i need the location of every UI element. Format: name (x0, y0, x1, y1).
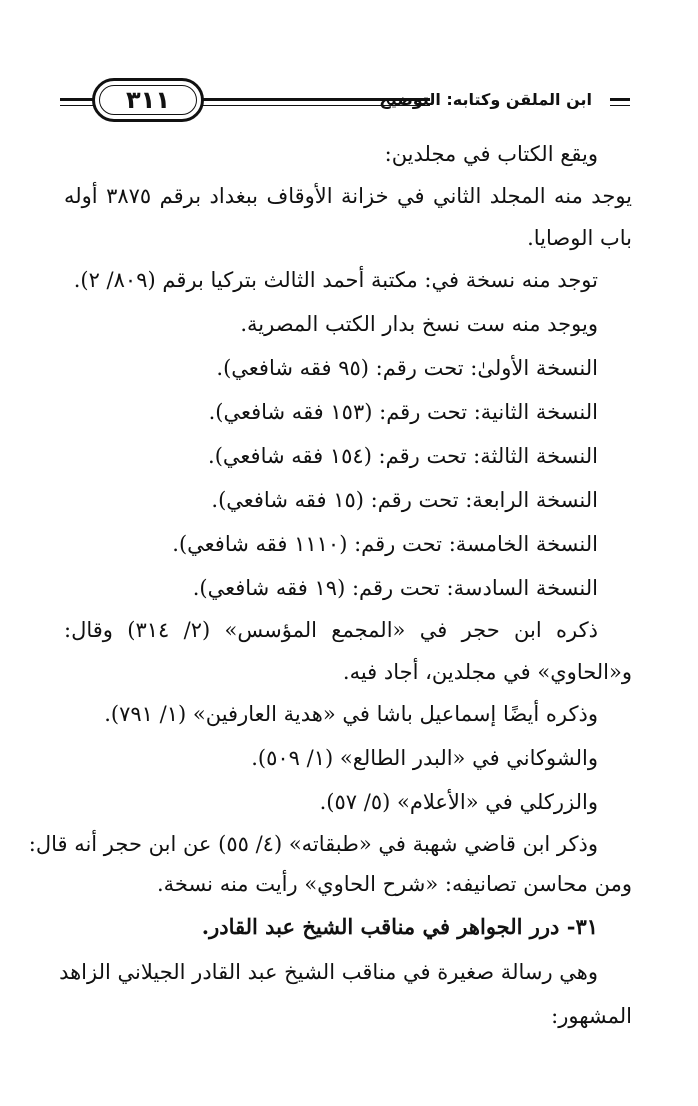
text-line: و«الحاوي» في مجلدين، أجاد فيه. (342, 660, 632, 684)
page-header (60, 78, 630, 124)
text-line: يوجد منه المجلد الثاني في خزانة الأوقاف ببغداد برقم ٣٨٧٥ أوله (64, 184, 633, 208)
running-title: ابن الملقن وكتابه: التوضيح (379, 90, 592, 109)
text-line: ذكره ابن حجر في «المجمع المؤسس» (٢/ ٣١٤) وقال: (64, 618, 598, 642)
text-line: وهي رسالة صغيرة في مناقب الشيخ عبد القادر الجيلاني الزاهد (59, 960, 598, 984)
text-line: وذكره أيضًا إسماعيل باشا في «هدية العارفين» (١/ ٧٩١). (104, 702, 598, 726)
text-line: ويوجد منه ست نسخ بدار الكتب المصرية. (240, 312, 598, 336)
text-line: النسخة الأولىٰ: تحت رقم: (٩٥ فقه شافعي). (216, 356, 598, 380)
text-line: النسخة الثالثة: تحت رقم: (١٥٤ فقه شافعي). (208, 444, 598, 468)
header-rule-left (60, 98, 96, 101)
text-line: توجد منه نسخة في: مكتبة أحمد الثالث بتركيا برقم (٨٠٩/ ٢). (73, 268, 598, 292)
text-line: النسخة الخامسة: تحت رقم: (١١١٠ فقه شافعي). (172, 532, 598, 556)
text-line: المشهور: (551, 1004, 632, 1028)
text-line: ويقع الكتاب في مجلدين: (384, 142, 598, 166)
text-line: والزركلي في «الأعلام» (٥/ ٥٧). (319, 790, 598, 814)
text-line: والشوكاني في «البدر الطالع» (١/ ٥٠٩). (251, 746, 598, 770)
text-line: النسخة الرابعة: تحت رقم: (١٥ فقه شافعي). (211, 488, 598, 512)
header-rule-left-thin (60, 105, 96, 106)
text-line: النسخة الثانية: تحت رقم: (١٥٣ فقه شافعي). (208, 400, 598, 424)
header-rule-right-thin (610, 105, 630, 106)
section-heading: ٣١- درر الجواهر في مناقب الشيخ عبد القادر. (201, 914, 598, 939)
text-line: باب الوصايا. (527, 226, 632, 250)
page-number: ٣١١ (92, 78, 204, 122)
text-line: وذكر ابن قاضي شهبة في «طبقاته» (٤/ ٥٥) عن ابن حجر أنه قال: (28, 832, 598, 856)
header-rule-right (610, 98, 630, 101)
text-line: ومن محاسن تصانيفه: «شرح الحاوي» رأيت منه نسخة. (156, 872, 632, 896)
text-line: النسخة السادسة: تحت رقم: (١٩ فقه شافعي). (192, 576, 598, 600)
